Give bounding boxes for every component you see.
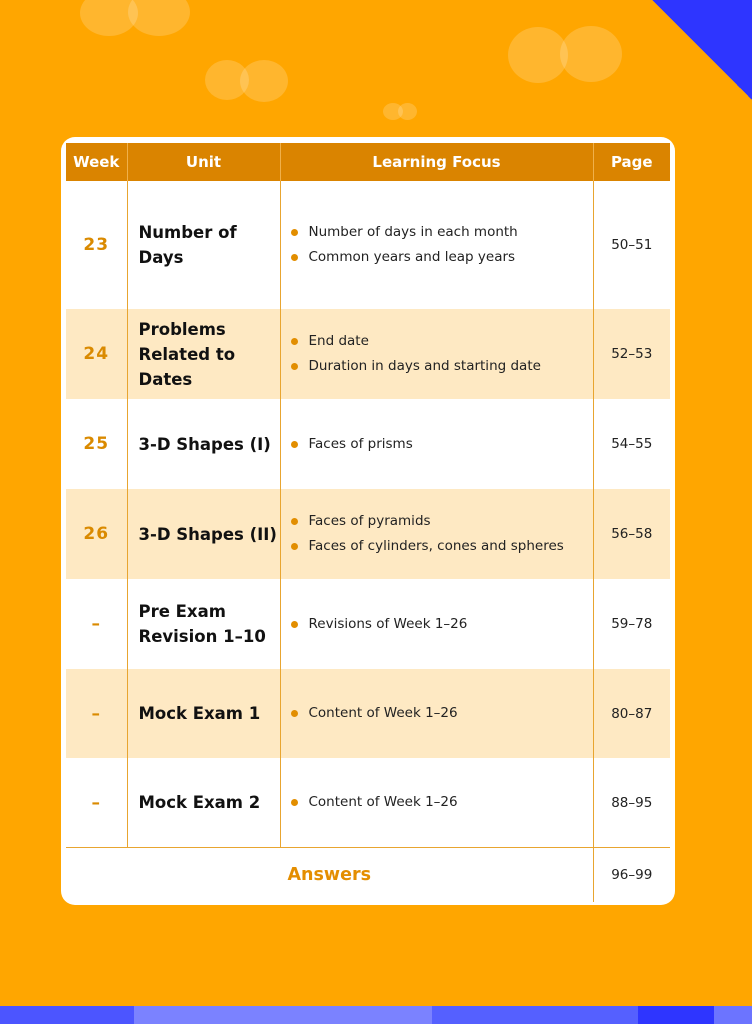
table-row	[66, 399, 670, 489]
page-cell: 54–55	[611, 436, 653, 452]
table-row	[66, 309, 670, 399]
week-cell: 23	[66, 181, 127, 309]
page-cell: 80–87	[593, 669, 670, 758]
focus-list	[291, 790, 593, 815]
contents-table	[66, 143, 670, 902]
unit-title-line: Revision 1–10	[138, 627, 266, 646]
corner-triangle	[652, 0, 752, 100]
unit-title-line: Mock Exam 1	[138, 704, 261, 723]
page-cell: 50–51	[611, 237, 653, 253]
table-row	[66, 669, 670, 758]
background-blob	[560, 26, 622, 82]
unit-cell	[127, 399, 280, 489]
unit-title-line: Problems	[138, 319, 226, 339]
header-unit: Unit	[127, 143, 280, 181]
unit-title-line: Number of	[138, 223, 237, 242]
focus-item: End date	[291, 329, 593, 354]
background-blob	[398, 103, 417, 120]
unit-title-line: 3-D Shapes (II)	[138, 524, 277, 544]
focus-list	[291, 612, 593, 637]
unit-cell	[127, 579, 280, 669]
learning-focus-cell	[280, 181, 593, 309]
background-blob	[240, 60, 288, 102]
learning-focus-cell	[280, 758, 593, 848]
focus-item: Content of Week 1–26	[291, 790, 593, 815]
focus-list	[291, 432, 593, 457]
learning-focus-cell	[280, 399, 593, 489]
unit-cell	[127, 758, 280, 848]
unit-cell	[127, 669, 280, 758]
focus-item: Common years and leap years	[291, 245, 593, 270]
learning-focus-cell	[280, 309, 593, 399]
week-cell: 26	[66, 489, 127, 579]
week-cell: –	[66, 669, 127, 758]
background-blob	[508, 27, 568, 83]
unit-cell	[127, 181, 280, 309]
unit-title-line: Pre Exam	[138, 602, 226, 621]
focus-list	[291, 509, 593, 559]
focus-item: Faces of pyramids	[291, 509, 593, 534]
unit-title-line: Mock Exam 2	[138, 793, 261, 812]
bottom-color-bar	[0, 1006, 752, 1024]
focus-item: Content of Week 1–26	[291, 701, 593, 726]
week-cell: 24	[66, 309, 127, 399]
header-page: Page	[593, 143, 670, 181]
table-row	[66, 489, 670, 579]
answers-page: 96–99	[593, 848, 670, 903]
table-row	[66, 181, 670, 309]
bottom-bar-segment	[714, 1006, 752, 1024]
focus-list	[291, 220, 593, 270]
table-row	[66, 579, 670, 669]
page-cell: 88–95	[611, 794, 653, 811]
unit-cell	[127, 309, 280, 399]
bottom-bar-segment	[432, 1006, 638, 1024]
learning-focus-cell	[280, 489, 593, 579]
focus-list	[291, 329, 593, 379]
unit-title-line: Dates	[138, 369, 193, 389]
focus-item: Revisions of Week 1–26	[291, 612, 593, 637]
background-blob	[128, 0, 190, 36]
header-row	[66, 143, 670, 181]
focus-item: Number of days in each month	[291, 220, 593, 245]
header-week: Week	[66, 143, 127, 181]
answers-label: Answers	[66, 848, 593, 903]
focus-list	[291, 701, 593, 726]
focus-item: Faces of prisms	[291, 432, 593, 457]
focus-item: Faces of cylinders, cones and spheres	[291, 534, 593, 559]
table-body	[66, 181, 670, 902]
unit-title-line: 3-D Shapes (I)	[138, 434, 271, 454]
week-cell: –	[66, 758, 127, 848]
page-cell: 56–58	[593, 489, 670, 579]
week-cell: –	[66, 579, 127, 669]
page-cell: 59–78	[611, 616, 653, 632]
bottom-bar-segment	[638, 1006, 714, 1024]
unit-cell	[127, 489, 280, 579]
contents-card	[61, 137, 675, 905]
focus-item: Duration in days and starting date	[291, 354, 593, 379]
header-learning-focus: Learning Focus	[280, 143, 593, 181]
unit-title-line: Days	[138, 248, 184, 267]
learning-focus-cell	[280, 579, 593, 669]
learning-focus-cell	[280, 669, 593, 758]
bottom-bar-segment	[134, 1006, 432, 1024]
week-cell: 25	[66, 399, 127, 489]
page-cell: 52–53	[593, 309, 670, 399]
unit-title-line: Related to	[138, 344, 236, 364]
table-row	[66, 758, 670, 848]
answers-row	[66, 848, 670, 903]
bottom-bar-segment	[0, 1006, 134, 1024]
